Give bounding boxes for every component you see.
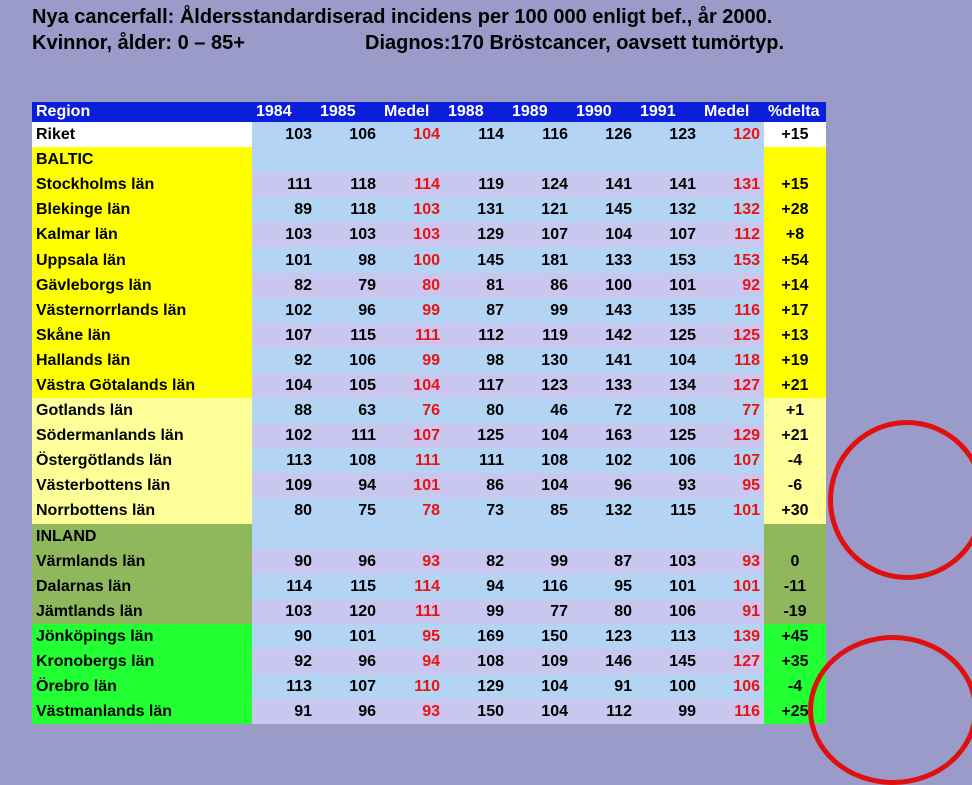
delta-value: +13 [764,323,826,348]
medel-value: 120 [700,122,764,147]
region-name: Norrbottens län [32,498,252,523]
medel-value: 101 [700,498,764,523]
year-value: 104 [252,373,316,398]
year-value: 119 [444,172,508,197]
table-row [32,222,826,247]
year-value: 104 [508,473,572,498]
delta-value: +28 [764,197,826,222]
year-value: 118 [316,172,380,197]
year-value: 85 [508,498,572,523]
region-name: Västra Götalands län [32,373,252,398]
column-header: Medel [380,102,444,122]
table-row [32,122,826,147]
year-value: 132 [636,197,700,222]
medel-value: 99 [380,348,444,373]
blank-cell [764,524,826,549]
column-header: Medel [700,102,764,122]
medel-value: 78 [380,498,444,523]
year-value: 106 [636,448,700,473]
blank-cell [444,524,508,549]
blank-cell [572,147,636,172]
year-value: 80 [252,498,316,523]
delta-value: +21 [764,423,826,448]
column-header: Region [32,102,252,122]
region-name: Riket [32,122,252,147]
year-value: 103 [636,549,700,574]
year-value: 77 [508,599,572,624]
table-row [32,549,826,574]
medel-value: 118 [700,348,764,373]
medel-value: 94 [380,649,444,674]
region-name: Västmanlands län [32,699,252,724]
medel-value: 114 [380,172,444,197]
page-title: Nya cancerfall: Åldersstandardiserad incidens per 100 000 enligt bef., år 2000. [32,6,773,28]
delta-value: +15 [764,122,826,147]
table-row [32,247,826,272]
region-name: Gotlands län [32,398,252,423]
year-value: 115 [316,323,380,348]
year-value: 112 [572,699,636,724]
year-value: 125 [636,423,700,448]
year-value: 102 [252,298,316,323]
year-value: 181 [508,247,572,272]
year-value: 145 [572,197,636,222]
blank-cell [764,147,826,172]
medel-value: 101 [700,574,764,599]
column-header: 1988 [444,102,508,122]
region-name: Örebro län [32,674,252,699]
blank-cell [508,524,572,549]
medel-value: 111 [380,599,444,624]
medel-value: 107 [700,448,764,473]
year-value: 141 [636,172,700,197]
column-header: 1984 [252,102,316,122]
year-value: 145 [636,649,700,674]
medel-value: 93 [380,549,444,574]
year-value: 106 [636,599,700,624]
year-value: 93 [636,473,700,498]
year-value: 142 [572,323,636,348]
year-value: 129 [444,222,508,247]
column-header: 1989 [508,102,572,122]
page-subtitle [32,30,785,56]
table-row [32,348,826,373]
year-value: 98 [444,348,508,373]
year-value: 119 [508,323,572,348]
region-name: Västernorrlands län [32,298,252,323]
delta-value: -6 [764,473,826,498]
medel-value: 132 [700,197,764,222]
year-value: 99 [508,549,572,574]
year-value: 79 [316,273,380,298]
year-value: 109 [252,473,316,498]
blank-cell [252,524,316,549]
year-value: 81 [444,273,508,298]
table-row [32,197,826,222]
medel-value: 111 [380,448,444,473]
year-value: 80 [572,599,636,624]
column-header: 1991 [636,102,700,122]
year-value: 150 [508,624,572,649]
year-value: 105 [316,373,380,398]
blank-cell [252,147,316,172]
year-value: 146 [572,649,636,674]
table-row [32,498,826,523]
year-value: 100 [572,273,636,298]
delta-value: +8 [764,222,826,247]
year-value: 91 [572,674,636,699]
table-row [32,574,826,599]
year-value: 133 [572,247,636,272]
year-value: 141 [572,172,636,197]
year-value: 125 [636,323,700,348]
delta-value: +19 [764,348,826,373]
table-row [32,674,826,699]
delta-value: +1 [764,398,826,423]
year-value: 120 [316,599,380,624]
delta-value: -11 [764,574,826,599]
medel-value: 103 [380,222,444,247]
region-name: Jönköpings län [32,624,252,649]
year-value: 86 [508,273,572,298]
medel-value: 103 [380,197,444,222]
year-value: 106 [316,122,380,147]
medel-value: 111 [380,323,444,348]
year-value: 86 [444,473,508,498]
year-value: 104 [636,348,700,373]
medel-value: 77 [700,398,764,423]
region-name: Västerbottens län [32,473,252,498]
year-value: 96 [316,649,380,674]
year-value: 87 [444,298,508,323]
region-name: Skåne län [32,323,252,348]
year-value: 113 [252,674,316,699]
year-value: 46 [508,398,572,423]
year-value: 134 [636,373,700,398]
year-value: 108 [444,649,508,674]
region-name: Stockholms län [32,172,252,197]
year-value: 73 [444,498,508,523]
medel-value: 114 [380,574,444,599]
year-value: 145 [444,247,508,272]
region-name: Södermanlands län [32,423,252,448]
subtitle-diagnosis: Diagnos:170 Bröstcancer, oavsett tumörtyp. [365,32,785,54]
delta-value: -4 [764,448,826,473]
year-value: 99 [508,298,572,323]
year-value: 101 [252,247,316,272]
region-name: Uppsala län [32,247,252,272]
year-value: 94 [444,574,508,599]
blank-cell [700,524,764,549]
year-value: 111 [252,172,316,197]
table-row [32,323,826,348]
year-value: 72 [572,398,636,423]
medel-value: 91 [700,599,764,624]
year-value: 126 [572,122,636,147]
region-name: Östergötlands län [32,448,252,473]
medel-value: 99 [380,298,444,323]
medel-value: 80 [380,273,444,298]
medel-value: 92 [700,273,764,298]
medel-value: 101 [380,473,444,498]
year-value: 109 [508,649,572,674]
year-value: 96 [316,699,380,724]
year-value: 108 [316,448,380,473]
year-value: 123 [572,624,636,649]
year-value: 63 [316,398,380,423]
section-label: INLAND [32,524,252,549]
year-value: 115 [316,574,380,599]
year-value: 82 [444,549,508,574]
delta-value: +25 [764,699,826,724]
year-value: 112 [444,323,508,348]
blank-cell [316,524,380,549]
delta-value: -4 [764,674,826,699]
table-row [32,624,826,649]
blank-cell [444,147,508,172]
delta-value: +21 [764,373,826,398]
year-value: 102 [572,448,636,473]
annotation-circle-lower [808,635,972,785]
section-row [32,524,826,549]
year-value: 108 [508,448,572,473]
table-header-row [32,102,826,122]
medel-value: 76 [380,398,444,423]
year-value: 82 [252,273,316,298]
year-value: 113 [636,624,700,649]
medel-value: 153 [700,247,764,272]
year-value: 98 [316,247,380,272]
year-value: 101 [636,273,700,298]
year-value: 94 [316,473,380,498]
year-value: 88 [252,398,316,423]
year-value: 143 [572,298,636,323]
year-value: 141 [572,348,636,373]
year-value: 92 [252,348,316,373]
table-row [32,649,826,674]
delta-value: +54 [764,247,826,272]
medel-value: 93 [700,549,764,574]
year-value: 132 [572,498,636,523]
medel-value: 129 [700,423,764,448]
table-row [32,699,826,724]
medel-value: 106 [700,674,764,699]
region-name: Värmlands län [32,549,252,574]
year-value: 123 [636,122,700,147]
medel-value: 116 [700,699,764,724]
year-value: 89 [252,197,316,222]
medel-value: 107 [380,423,444,448]
year-value: 135 [636,298,700,323]
year-value: 116 [508,574,572,599]
year-value: 104 [508,699,572,724]
table-body [32,122,826,724]
year-value: 92 [252,649,316,674]
section-row [32,147,826,172]
year-value: 90 [252,624,316,649]
year-value: 96 [316,549,380,574]
medel-value: 95 [700,473,764,498]
region-name: Gävleborgs län [32,273,252,298]
blank-cell [508,147,572,172]
medel-value: 95 [380,624,444,649]
year-value: 103 [252,222,316,247]
blank-cell [380,147,444,172]
region-name: Blekinge län [32,197,252,222]
title-block [32,4,785,56]
blank-cell [380,524,444,549]
table-row [32,599,826,624]
medel-value: 104 [380,373,444,398]
year-value: 107 [252,323,316,348]
medel-value: 100 [380,247,444,272]
medel-value: 127 [700,649,764,674]
year-value: 102 [252,423,316,448]
year-value: 114 [444,122,508,147]
year-value: 101 [636,574,700,599]
table-row [32,448,826,473]
delta-value: +35 [764,649,826,674]
blank-cell [316,147,380,172]
medel-value: 127 [700,373,764,398]
year-value: 111 [444,448,508,473]
year-value: 113 [252,448,316,473]
blank-cell [572,524,636,549]
subtitle-population: Kvinnor, ålder: 0 – 85+ [32,32,245,54]
delta-value: +45 [764,624,826,649]
year-value: 100 [636,674,700,699]
incidence-table [32,102,826,724]
year-value: 103 [316,222,380,247]
year-value: 124 [508,172,572,197]
table-row [32,373,826,398]
blank-cell [700,147,764,172]
year-value: 125 [444,423,508,448]
year-value: 153 [636,247,700,272]
medel-value: 116 [700,298,764,323]
year-value: 107 [636,222,700,247]
year-value: 91 [252,699,316,724]
year-value: 108 [636,398,700,423]
medel-value: 139 [700,624,764,649]
year-value: 117 [444,373,508,398]
year-value: 104 [508,423,572,448]
year-value: 75 [316,498,380,523]
table-row [32,423,826,448]
year-value: 121 [508,197,572,222]
delta-value: +14 [764,273,826,298]
table-row [32,273,826,298]
annotation-circle-upper [828,420,972,580]
delta-value: +30 [764,498,826,523]
medel-value: 112 [700,222,764,247]
year-value: 103 [252,122,316,147]
year-value: 150 [444,699,508,724]
year-value: 104 [572,222,636,247]
delta-value: 0 [764,549,826,574]
medel-value: 110 [380,674,444,699]
medel-value: 131 [700,172,764,197]
year-value: 87 [572,549,636,574]
year-value: 131 [444,197,508,222]
region-name: Kronobergs län [32,649,252,674]
year-value: 111 [316,423,380,448]
year-value: 107 [508,222,572,247]
year-value: 104 [508,674,572,699]
year-value: 118 [316,197,380,222]
delta-value: +15 [764,172,826,197]
year-value: 96 [316,298,380,323]
year-value: 115 [636,498,700,523]
table-row [32,172,826,197]
year-value: 99 [636,699,700,724]
year-value: 163 [572,423,636,448]
year-value: 114 [252,574,316,599]
column-header: 1990 [572,102,636,122]
year-value: 106 [316,348,380,373]
year-value: 123 [508,373,572,398]
region-name: Dalarnas län [32,574,252,599]
column-header: %delta [764,102,826,122]
year-value: 103 [252,599,316,624]
year-value: 95 [572,574,636,599]
year-value: 130 [508,348,572,373]
year-value: 101 [316,624,380,649]
delta-value: +17 [764,298,826,323]
medel-value: 125 [700,323,764,348]
year-value: 129 [444,674,508,699]
section-label: BALTIC [32,147,252,172]
year-value: 133 [572,373,636,398]
column-header: 1985 [316,102,380,122]
region-name: Jämtlands län [32,599,252,624]
delta-value: -19 [764,599,826,624]
year-value: 96 [572,473,636,498]
table-row [32,473,826,498]
year-value: 107 [316,674,380,699]
region-name: Kalmar län [32,222,252,247]
year-value: 169 [444,624,508,649]
medel-value: 104 [380,122,444,147]
blank-cell [636,147,700,172]
medel-value: 93 [380,699,444,724]
table-row [32,298,826,323]
table-row [32,398,826,423]
year-value: 80 [444,398,508,423]
year-value: 90 [252,549,316,574]
region-name: Hallands län [32,348,252,373]
year-value: 99 [444,599,508,624]
year-value: 116 [508,122,572,147]
blank-cell [636,524,700,549]
